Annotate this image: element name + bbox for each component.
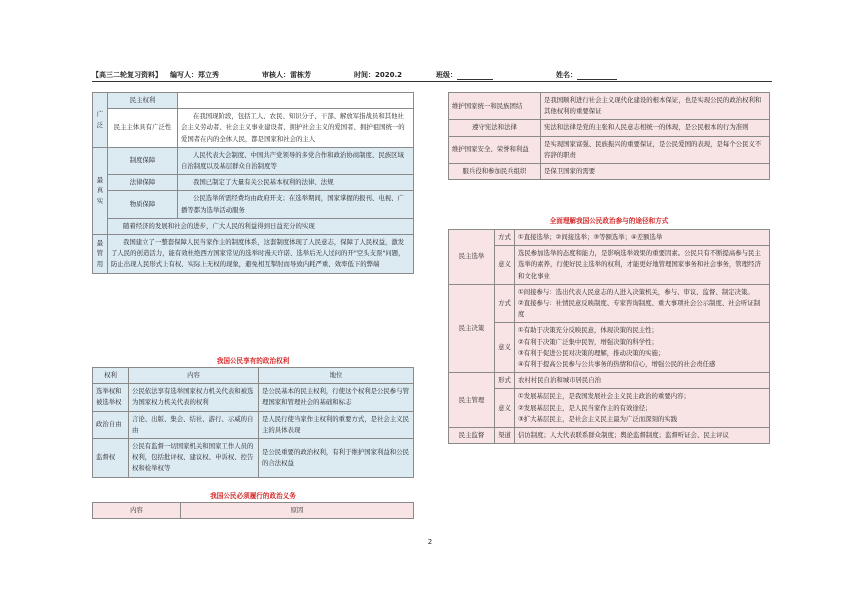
yiyi-cell: 意义: [495, 323, 515, 373]
juece-yiyi-1: ①有助于决策充分反映民意，体现决策的民主性；: [518, 326, 658, 335]
guanli-yiyi-cell: [515, 389, 770, 428]
reviewer-label: 审核人：雷栋芳: [262, 70, 311, 79]
table-row-cell: 是公民基本的民主权利，行使这个权利是公民参与管理国家和管理社会的基础和标志: [259, 384, 414, 411]
juece-yiyi-3: ③有利于促进公民对决策的理解，推动决策的实施；: [518, 348, 665, 357]
col-header-status: 地位: [259, 368, 414, 384]
name-label: 姓名：: [556, 70, 577, 79]
duty-name-cell: 服兵役和参加民兵组织: [449, 164, 541, 180]
minzhu-quanli-cell: 民主权利: [108, 93, 178, 109]
wuzhi-label-cell: 物质保障: [108, 191, 178, 218]
juece-label-cell: 民主决策: [449, 284, 495, 372]
xuanju-label-cell: 民主选举: [449, 230, 495, 285]
falv-text-cell: 我国已制定了大量有关公民基本权利的法律、法规: [178, 175, 414, 191]
xuanju-yiyi-cell: 选民参加选举的态度和能力，是影响选举效果的重要因素。公民只有不断提高参与民主选举的素养，行使好民主选举的权利，才能更好地管理国家事务和社会事务，管理经济和文化事业: [515, 246, 770, 285]
table-row-cell: 是公民重要的政治权利，有利于维护国家利益和公民的合法权益: [259, 439, 414, 478]
duties-section-title: 我国公民必须履行的政治义务: [210, 492, 296, 500]
juece-yiyi-2: ②有利于决策广泛集中民智，增强决策的科学性；: [518, 337, 658, 346]
col-header-right: 权利: [93, 368, 129, 384]
rights-section-title: 我国公民享有的政治权利: [216, 357, 290, 365]
zhidu-text-cell: 人民代表大会制度、中国共产党领导的多党合作和政治协商制度、民族区域自治制度以及基层群众自治制度等: [178, 147, 414, 174]
qudao-cell: 渠道: [495, 428, 515, 444]
duty-reason-cell: 是我国顺利进行社会主义现代化建设的根本保证，也是实现公民的政治权利和其他权利的重要保证: [541, 93, 770, 120]
yiyi-cell: 意义: [495, 246, 515, 285]
guanli-xingshi-cell: 农村村民自治和城市居民自治: [515, 373, 770, 389]
table-row-cell: 公民有监督一切国家机关和国家工作人员的权利，包括批评权、建议权、申诉权、控告权和检举权等: [129, 439, 259, 478]
zhidu-label-cell: 制度保障: [108, 147, 178, 174]
fangshi-cell: 方式: [495, 284, 515, 323]
zhuti-label-cell: 民主主体具有广泛性: [108, 109, 178, 148]
democracy-features-table: [92, 92, 414, 274]
duty-name-cell: 维护国家安全、荣誉和利益: [449, 136, 541, 163]
guanli-label-cell: 民主管理: [449, 373, 495, 428]
juece-yiyi-4: ④有利于提高公民参与公共事务的热情和信心，增强公民的社会责任感: [518, 360, 716, 369]
jiandu-qudao-cell: 信访制度；人大代表联系群众制度；舆论监督制度；监督听证会、民主评议: [515, 428, 770, 444]
table-row-cell: 政治自由: [93, 411, 129, 438]
page-number: 2: [427, 538, 433, 546]
minzhu-quanli-empty: [178, 93, 414, 109]
falv-label-cell: 法律保障: [108, 175, 178, 191]
zuiyouyong-text-cell: 我国建立了一整套保障人民当家作主的制度体系，这套制度体现了人民意志，保障了人民权益，激发了人民的创造活力，能有效杜绝西方国家常见的选举时漫天许诺、选举后无人过问的开"空头支票"问题，防止出现人民形式上有权、实际上无权的现象，避免相互掣肘而导致内耗严重、效率低下的弊端: [108, 235, 414, 274]
guang-cell: 广泛: [93, 93, 108, 148]
wuzhi-text-cell: 公民选举所需经费均由政府开支；在选举期间，国家掌握的报刊、电视、广播等都为选举活动服务: [178, 191, 414, 218]
duty-reason-cell: 是保卫国家的需要: [541, 164, 770, 180]
political-duties-table: [92, 502, 414, 519]
table-row-cell: 选举权和被选举权: [93, 384, 129, 411]
yiyi-cell: 意义: [495, 389, 515, 428]
juece-fangshi-2: ②直接参与：社情民意反映制度、专家咨询制度、重大事项社会公示制度、社会听证制度: [518, 299, 761, 319]
duty-col-reason: 原因: [181, 503, 414, 519]
table-row-cell: 公民依法享有选举国家权力机关代表和被选为国家权力机关代表的权利: [129, 384, 259, 411]
class-blank: [457, 72, 493, 80]
juece-fangshi-1: ①间接参与：选出代表人民意志的人进入决策机关，参与、审议、监督、制定决策。: [518, 287, 754, 296]
name-blank: [577, 72, 617, 80]
juece-yiyi-cell: [515, 323, 770, 373]
col-header-content: 内容: [129, 368, 259, 384]
participation-table: [448, 229, 770, 444]
guanli-yiyi-3: ③扩大基层民主，是社会主义民主最为广泛而深刻的实践: [518, 414, 678, 423]
duty-reason-cell: 是实现国家富强、民族振兴的重要保证，是公民爱国的表现，是每个公民义不容辞的职责: [541, 136, 770, 163]
xuanju-fangshi-cell: ①直接选举；②间接选举；③等额选举；④差额选举: [515, 230, 770, 246]
zhuti-text-cell: 在我国现阶段，包括工人、农民、知识分子、干部、解放军指战员和其他社会主义劳动者、社会主义事业建设者、拥护社会主义的爱国者、拥护祖国统一的爱国者在内的全体人民，都是国家和社会的主人: [178, 109, 414, 148]
shehui-text-cell: 随着经济的发展和社会的进步，广大人民的利益得到日益充分的实现: [108, 218, 414, 234]
xingshi-cell: 形式: [495, 373, 515, 389]
guanli-yiyi-1: ①发展基层民主，是我国发展社会主义民主政治的重要内容；: [518, 392, 690, 401]
guanli-yiyi-2: ②发展基层民主，是人民当家作主的有效途径；: [518, 403, 652, 412]
duty-name-cell: 维护国家统一和民族团结: [449, 93, 541, 120]
time-label: 时间：2020.2: [354, 70, 403, 79]
review-label: 【高三二轮复习资料】: [92, 70, 162, 79]
table-row-cell: 是人民行使当家作主权利的重要方式，是社会主义民主的具体表现: [259, 411, 414, 438]
jiandu-label-cell: 民主监督: [449, 428, 495, 444]
duty-name-cell: 遵守宪法和法律: [449, 120, 541, 136]
page-header: [92, 68, 772, 82]
name-field: [556, 70, 676, 80]
fangshi-cell: 方式: [495, 230, 515, 246]
zuizhen-cell: 最真实: [93, 147, 108, 234]
zuiyouyong-cell: 最管用: [93, 235, 108, 274]
juece-fangshi-cell: [515, 284, 770, 323]
table-row-cell: 监督权: [93, 439, 129, 478]
author-label: 编写人：郑立秀: [170, 70, 219, 79]
participation-section-title: 全面理解我国公民政治参与的途径和方式: [549, 217, 669, 225]
duties-continued-table: [448, 92, 770, 180]
table-row-cell: 言论、出版、集会、结社、游行、示威的自由: [129, 411, 259, 438]
political-rights-table: [92, 367, 414, 478]
class-label: 班级：: [436, 70, 457, 79]
duty-col-content: 内容: [93, 503, 181, 519]
duty-reason-cell: 宪法和法律是党的主张和人民意志相统一的体现，是公民根本的行为准则: [541, 120, 770, 136]
class-field: [436, 70, 556, 80]
